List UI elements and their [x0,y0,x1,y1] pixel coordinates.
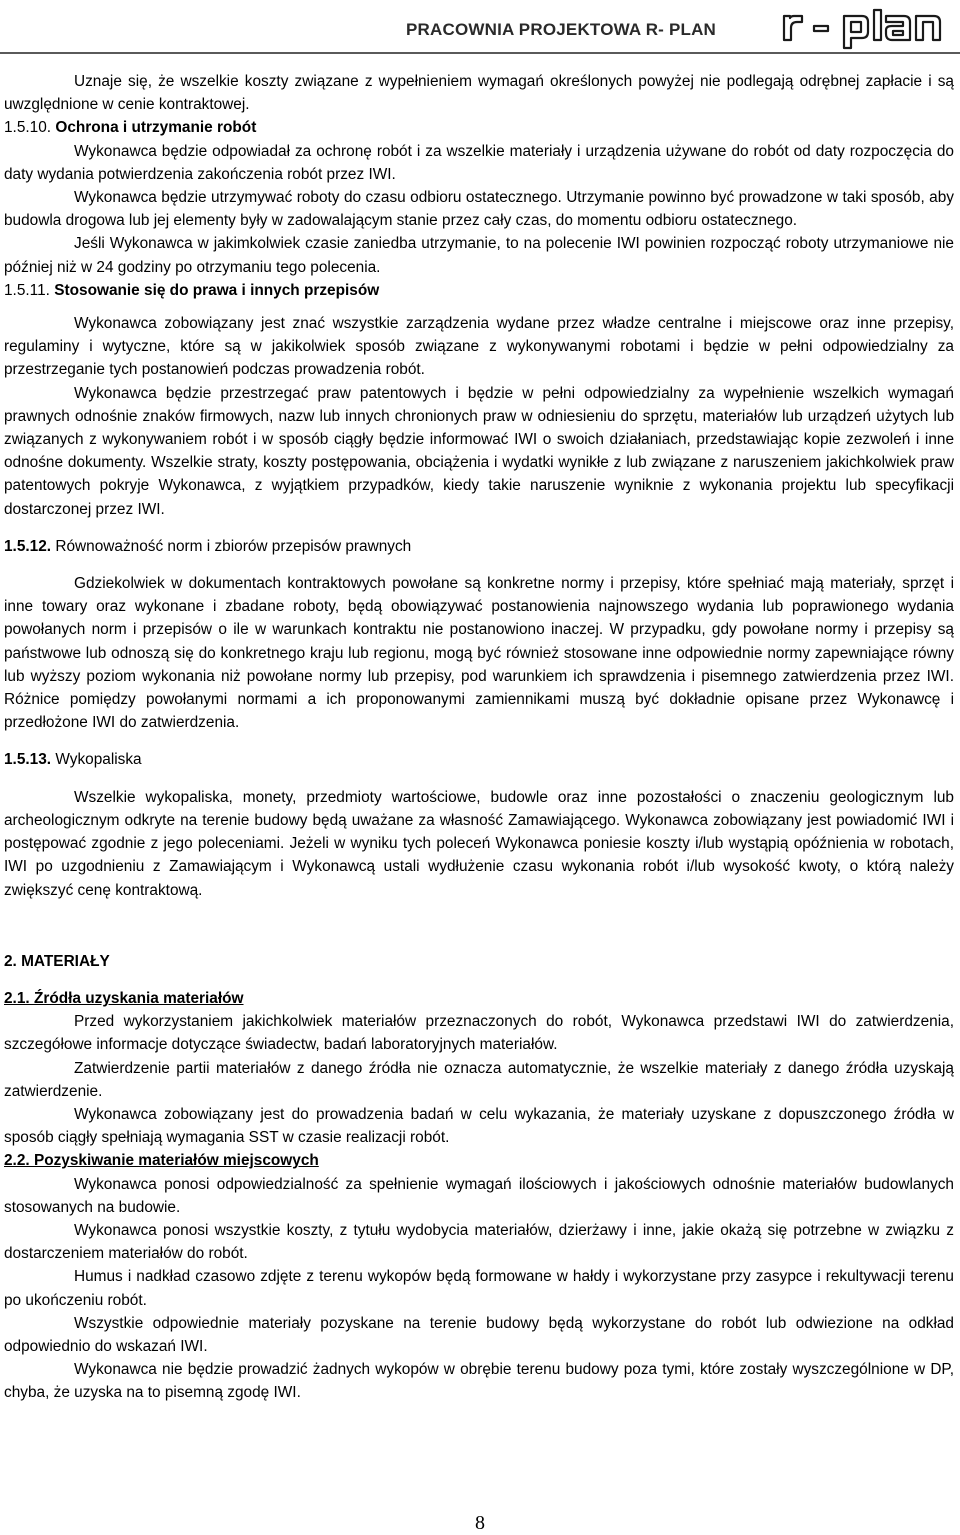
paragraph: Wykonawca ponosi odpowiedzialność za spełnienie wymagań ilościowych i jakościowych odnośnie materiałów budowlanych stosowanych na budowie. [4,1175,954,1216]
section-title: Ochrona i utrzymanie robót [55,119,257,137]
paragraph: Wszystkie odpowiednie materiały pozyskane na terenie budowy będą wykorzystane do robót lub odwiezione na odkład odpowiednio do wskazań IWI. [4,1314,954,1355]
header-rule [0,52,960,54]
document-body [4,70,954,1405]
paragraph: Wykonawca zobowiązany jest znać wszystkie zarządzenia wydane przez władze centralne i miejscowe oraz inne przepisy, regulaminy i wytyczne, które są w jakikolwiek sposób związane z wykonywanymi robotami i będzie w pełni odpowiedzialny za przestrzeganie tych postanowień podczas prowadzenia robót. [4,315,954,379]
paragraph: Przed wykorzystaniem jakichkolwiek materiałów przeznaczonych do robót, Wykonawca przedstawi IWI do zatwierdzenia, szczegółowe informacje dotyczące świadectw, badań laboratoryjnych materiałów. [4,1013,954,1054]
page-number: 8 [475,1512,485,1534]
page-header [0,0,960,56]
paragraph: Humus i nadkład czasowo zdjęte z terenu wykopów będą formowane w hałdy i wykorzystane przy zasypce i rekultywacji terenu po ukończeniu robót. [4,1268,954,1309]
section-heading-2-1 [4,987,954,1010]
paragraph: Wykonawca będzie odpowiadał za ochronę robót i za wszelkie materiały i urządzenia używane do robót od daty rozpoczęcia do daty wydania potwierdzenia zakończenia robót przez IWI. [4,142,954,183]
section-heading-1-5-12 [4,535,954,558]
paragraph: Wszelkie wykopaliska, monety, przedmioty wartościowe, budowle oraz inne pozostałości o znaczeniu geologicznym lub archeologicznym odkryte na terenie budowy będą uważane za własność Zamawiającego. Wykonawca zobowiązany jest powiadomić IWI i postępować zgodnie z jego poleceniami. Jeżeli w wyniku tych poleceń Wykonawca poniesie koszty i/lub wystąpią opóźnienia w robotach, IWI po uzgodnieniu z Zamawiającym i Wykonawcą ustali wydłużenie czasu wykonania robót i/lub wysokość kwoty, o którą należy zwiększyć cenę kontraktową. [4,788,954,899]
section-title: Równoważność norm i zbiorów przepisów prawnych [55,537,412,555]
chapter-heading-2 [4,950,954,973]
section-title: 2.1. Źródła uzyskania materiałów [4,989,244,1007]
paragraph: Uznaje się, że wszelkie koszty związane z wypełnieniem wymagań określonych powyżej nie podlegają odrębnej zapłacie i są uwzględnione w cenie kontraktowej. [4,73,954,114]
paragraph: Zatwierdzenie partii materiałów z danego źródła nie oznacza automatycznie, że wszelkie materiały z danego źródła uzyskają zatwierdzenie. [4,1059,954,1100]
chapter-title: 2. MATERIAŁY [4,952,110,970]
paragraph: Gdziekolwiek w dokumentach kontraktowych powołane są konkretne normy i przepisy, które spełniać mają materiały, sprzęt i inne towary oraz wykonane i zbadane roboty, będą obowiązywać postanowienia najnowszego wydania lub poprawionego wydania powołanych norm i przepisów o ile w warunkach kontraktu nie postanowiono inaczej. W przypadku, gdy powołane normy i przepisy są państwowe lub odnoszą się do konkretnego kraju lub regionu, mogą być również stosowane inne odpowiednie normy zapewniające równy lub wyższy poziom wykonania niż powołane normy lub przepisy, pod warunkiem ich sprawdzenia i pisemnego zatwierdzenia przez IWI. Różnice pomiędzy powołanymi normami a ich proponowanymi zamiennikami muszą być dokładnie opisane przez Wykonawcę i przedłożone IWI do zatwierdzenia. [4,575,954,732]
paragraph: Wykonawca będzie przestrzegać praw patentowych i będzie w pełni odpowiedzialny za wypełnienie wszelkich wymagań prawnych odnośnie znaków firmowych, nazw lub innych chronionych praw w odniesieniu do sprzętu, materiałów lub urządzeń użytych lub związanych z wykonywaniem robót i w sposób ciągły będzie informować IWI o swoich działaniach, przedstawiając kopie zezwoleń i inne odnośne dokumenty. Wszelkie straty, koszty postępowania, obciążenia i wydatki wynikłe z lub związane z naruszeniem jakichkolwiek praw patentowych pokryje Wykonawca, z wyjątkiem przypadków, kiedy takie naruszenie wyniknie z wykonania projektu lub specyfikacji dostarczonej przez IWI. [4,384,954,518]
paragraph: Jeśli Wykonawca w jakimkolwiek czasie zaniedba utrzymanie, to na polecenie IWI powinien rozpocząć roboty utrzymaniowe nie później niż w 24 godziny po otrzymaniu tego polecenia. [4,235,954,276]
company-logo [780,6,944,50]
section-title: 2.2. Pozyskiwanie materiałów miejscowych [4,1152,319,1170]
section-number: 1.5.10. [4,119,52,137]
header-title: PRACOWNIA PROJEKTOWA R- PLAN [406,20,717,39]
section-number: 1.5.11. [4,281,50,299]
paragraph: Wykonawca ponosi wszystkie koszty, z tytułu wydobycia materiałów, dzierżawy i inne, jakie okażą się potrzebne w związku z dostarczeniem materiałów do robót. [4,1221,954,1263]
section-number: 1.5.13. [4,751,52,769]
paragraph: Wykonawca nie będzie prowadzić żadnych wykopów w obrębie terenu budowy poza tymi, które zostały wyszczególnione w DP, chyba, że uzyska na to pisemną zgodę IWI. [4,1361,954,1402]
paragraph: Wykonawca będzie utrzymywać roboty do czasu odbioru ostatecznego. Utrzymanie powinno być prowadzone w taki sposób, aby budowla drogowa lub jej elementy były w zadowalającym stanie przez cały czas, do momentu odbioru ostatecznego. [4,189,954,230]
section-heading-1-5-13 [4,748,954,771]
section-title: Wykopaliska [55,751,142,769]
section-title: Stosowanie się do prawa i innych przepisów [54,281,380,299]
section-number: 1.5.12. [4,537,52,555]
section-heading-1-5-11 [4,279,954,302]
paragraph: Wykonawca zobowiązany jest do prowadzenia badań w celu wykazania, że materiały uzyskane z dopuszczonego źródła w sposób ciągły spełniają wymagania SST w czasie realizacji robót. [4,1105,954,1147]
section-heading-1-5-10 [4,116,954,139]
section-heading-2-2 [4,1149,954,1172]
